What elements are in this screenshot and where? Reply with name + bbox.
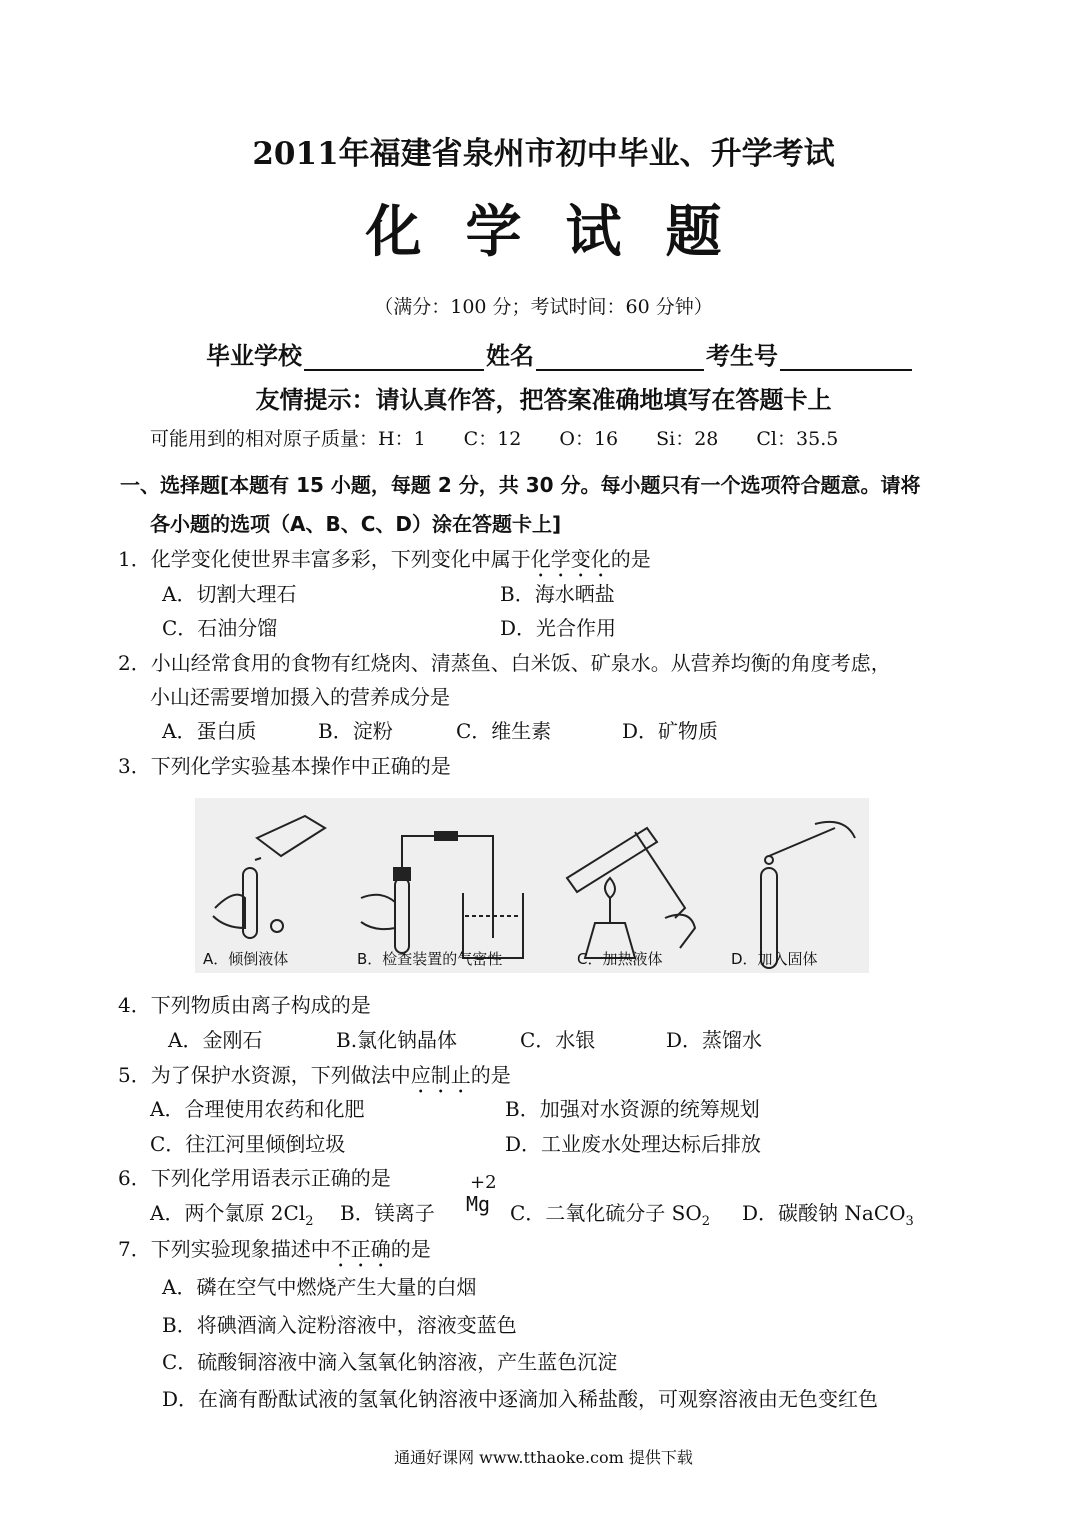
q6-c-subscript: 2 — [701, 1214, 711, 1229]
reagent-bottle — [257, 816, 325, 856]
exam-no-blank — [780, 343, 912, 371]
q7-text-end: 的是 — [390, 1237, 431, 1261]
student-info-line — [206, 336, 914, 371]
hand-d — [815, 822, 855, 838]
exam-title: 2011年福建省泉州市初中毕业、升学考试 — [252, 136, 835, 172]
flame — [605, 878, 615, 923]
q6-b-symbol: Mg — [466, 1192, 491, 1216]
q5-option-a: A．合理使用农药和化肥 — [150, 1097, 365, 1121]
question-3: 3．下列化学实验基本操作中正确的是 — [118, 754, 451, 778]
q4-option-b: B.氯化钠晶体 — [336, 1028, 458, 1052]
q4-option-d: D．蒸馏水 — [666, 1028, 763, 1052]
q7-text: 7．下列实验现象描述中 — [118, 1237, 331, 1261]
caption-d: D．加入固体 — [731, 950, 818, 968]
name-blank — [536, 343, 704, 371]
question-2-cont: 小山还需要增加摄入的营养成分是 — [150, 685, 450, 709]
q1-option-d: D．光合作用 — [500, 616, 617, 640]
exam-no-label: 考生号 — [706, 342, 778, 370]
q1-option-a: A．切割大理石 — [162, 582, 297, 606]
lab-illustrations — [195, 798, 869, 973]
q7-option-a: A．磷在空气中燃烧产生大量的白烟 — [162, 1275, 477, 1299]
question-4: 4．下列物质由离子构成的是 — [118, 993, 371, 1017]
q5-option-c: C．往江河里倾倒垃圾 — [150, 1132, 346, 1156]
q6-option-b: B．镁离子 — [340, 1201, 435, 1225]
section1-line1: 一、选择题[本题有 15 小题，每题 2 分，共 30 分。每小题只有一个选项符合题意。请将 — [120, 473, 921, 497]
school-blank — [304, 343, 484, 371]
hand-b — [361, 895, 395, 929]
q5-emphasis: 应制止 — [410, 1063, 471, 1087]
q5-text-end: 的是 — [470, 1063, 511, 1087]
caption-b: B．检查装置的气密性 — [357, 950, 503, 968]
name-label: 姓名 — [486, 342, 534, 370]
q4-option-c: C．水银 — [520, 1028, 596, 1052]
tube-holder — [635, 832, 685, 918]
q6-a-text: A．两个氯原 2Cl — [150, 1201, 306, 1225]
q4-option-a: A．金刚石 — [168, 1028, 263, 1052]
q6-d-subscript: 3 — [905, 1214, 914, 1229]
bottle-stopper — [271, 920, 283, 932]
q6-option-d — [742, 1197, 914, 1229]
hand-a — [213, 895, 245, 928]
q6-option-a — [150, 1197, 314, 1229]
q2-option-c: C．维生素 — [456, 719, 552, 743]
question-2: 2．小山经常食用的食物有红烧肉、清蒸鱼、白米饭、矿泉水。从营养均衡的角度考虑， — [118, 651, 891, 675]
caption-c: C．加热液体 — [577, 950, 663, 968]
section1-line2: 各小题的选项（A、B、C、D）涂在答题卡上] — [150, 512, 562, 536]
q6-option-c — [510, 1197, 710, 1229]
q1-option-c: C．石油分馏 — [162, 616, 278, 640]
caption-a: A．倾倒液体 — [203, 950, 289, 968]
q1-option-b: B．海水晒盐 — [500, 582, 615, 606]
q6-b-charge: +2 — [470, 1172, 497, 1193]
footer-source: 通通好课网 www.tthaoke.com 提供下载 — [394, 1448, 693, 1467]
q7-option-c: C．硫酸铜溶液中滴入氢氧化钠溶液，产生蓝色沉淀 — [162, 1350, 618, 1374]
q5-text: 5．为了保护水资源，下列做法中 — [118, 1063, 411, 1087]
subject-title: 化学试题 — [365, 199, 766, 265]
tweezers — [769, 828, 835, 856]
q6-d-text: D．碳酸钠 NaCO — [742, 1201, 906, 1225]
atomic-mass: 可能用到的相对原子质量：H：1 C：12 O：16 Si：28 Cl：35.5 — [150, 428, 839, 450]
q1-text: 1．化学变化使世界丰富多彩，下列变化中属于 — [118, 547, 531, 571]
delivery-tube — [402, 836, 493, 938]
q5-option-d: D．工业废水处理达标后排放 — [505, 1132, 762, 1156]
lab-operations-figure — [195, 798, 869, 973]
q6-a-subscript: 2 — [305, 1214, 314, 1229]
q2-option-b: B．淀粉 — [318, 719, 393, 743]
q7-emphasis: 不正确 — [330, 1237, 391, 1261]
q2-option-d: D．矿物质 — [622, 719, 719, 743]
q1-emphasis: 化学变化 — [530, 547, 611, 571]
hand-c — [665, 915, 695, 948]
q7-option-d: D．在滴有酚酞试液的氢氧化钠溶液中逐滴加入稀盐酸，可观察溶液由无色变红色 — [162, 1387, 879, 1411]
question-7 — [118, 1233, 431, 1272]
q2-option-a: A．蛋白质 — [162, 719, 257, 743]
question-6: 6．下列化学用语表示正确的是 — [118, 1166, 391, 1190]
q5-option-b: B．加强对水资源的统筹规划 — [505, 1097, 760, 1121]
question-1 — [118, 543, 651, 582]
q6-c-text: C．二氧化硫分子 SO — [510, 1201, 702, 1225]
q7-option-b: B．将碘酒滴入淀粉溶液中，溶液变蓝色 — [162, 1313, 517, 1337]
score-info: （满分：100 分；考试时间：60 分钟） — [374, 296, 713, 318]
q1-text-end: 的是 — [610, 547, 651, 571]
school-label: 毕业学校 — [206, 342, 302, 370]
test-tube-b — [395, 878, 409, 953]
friendly-tip: 友情提示：请认真作答，把答案准确地填写在答题卡上 — [255, 386, 832, 414]
